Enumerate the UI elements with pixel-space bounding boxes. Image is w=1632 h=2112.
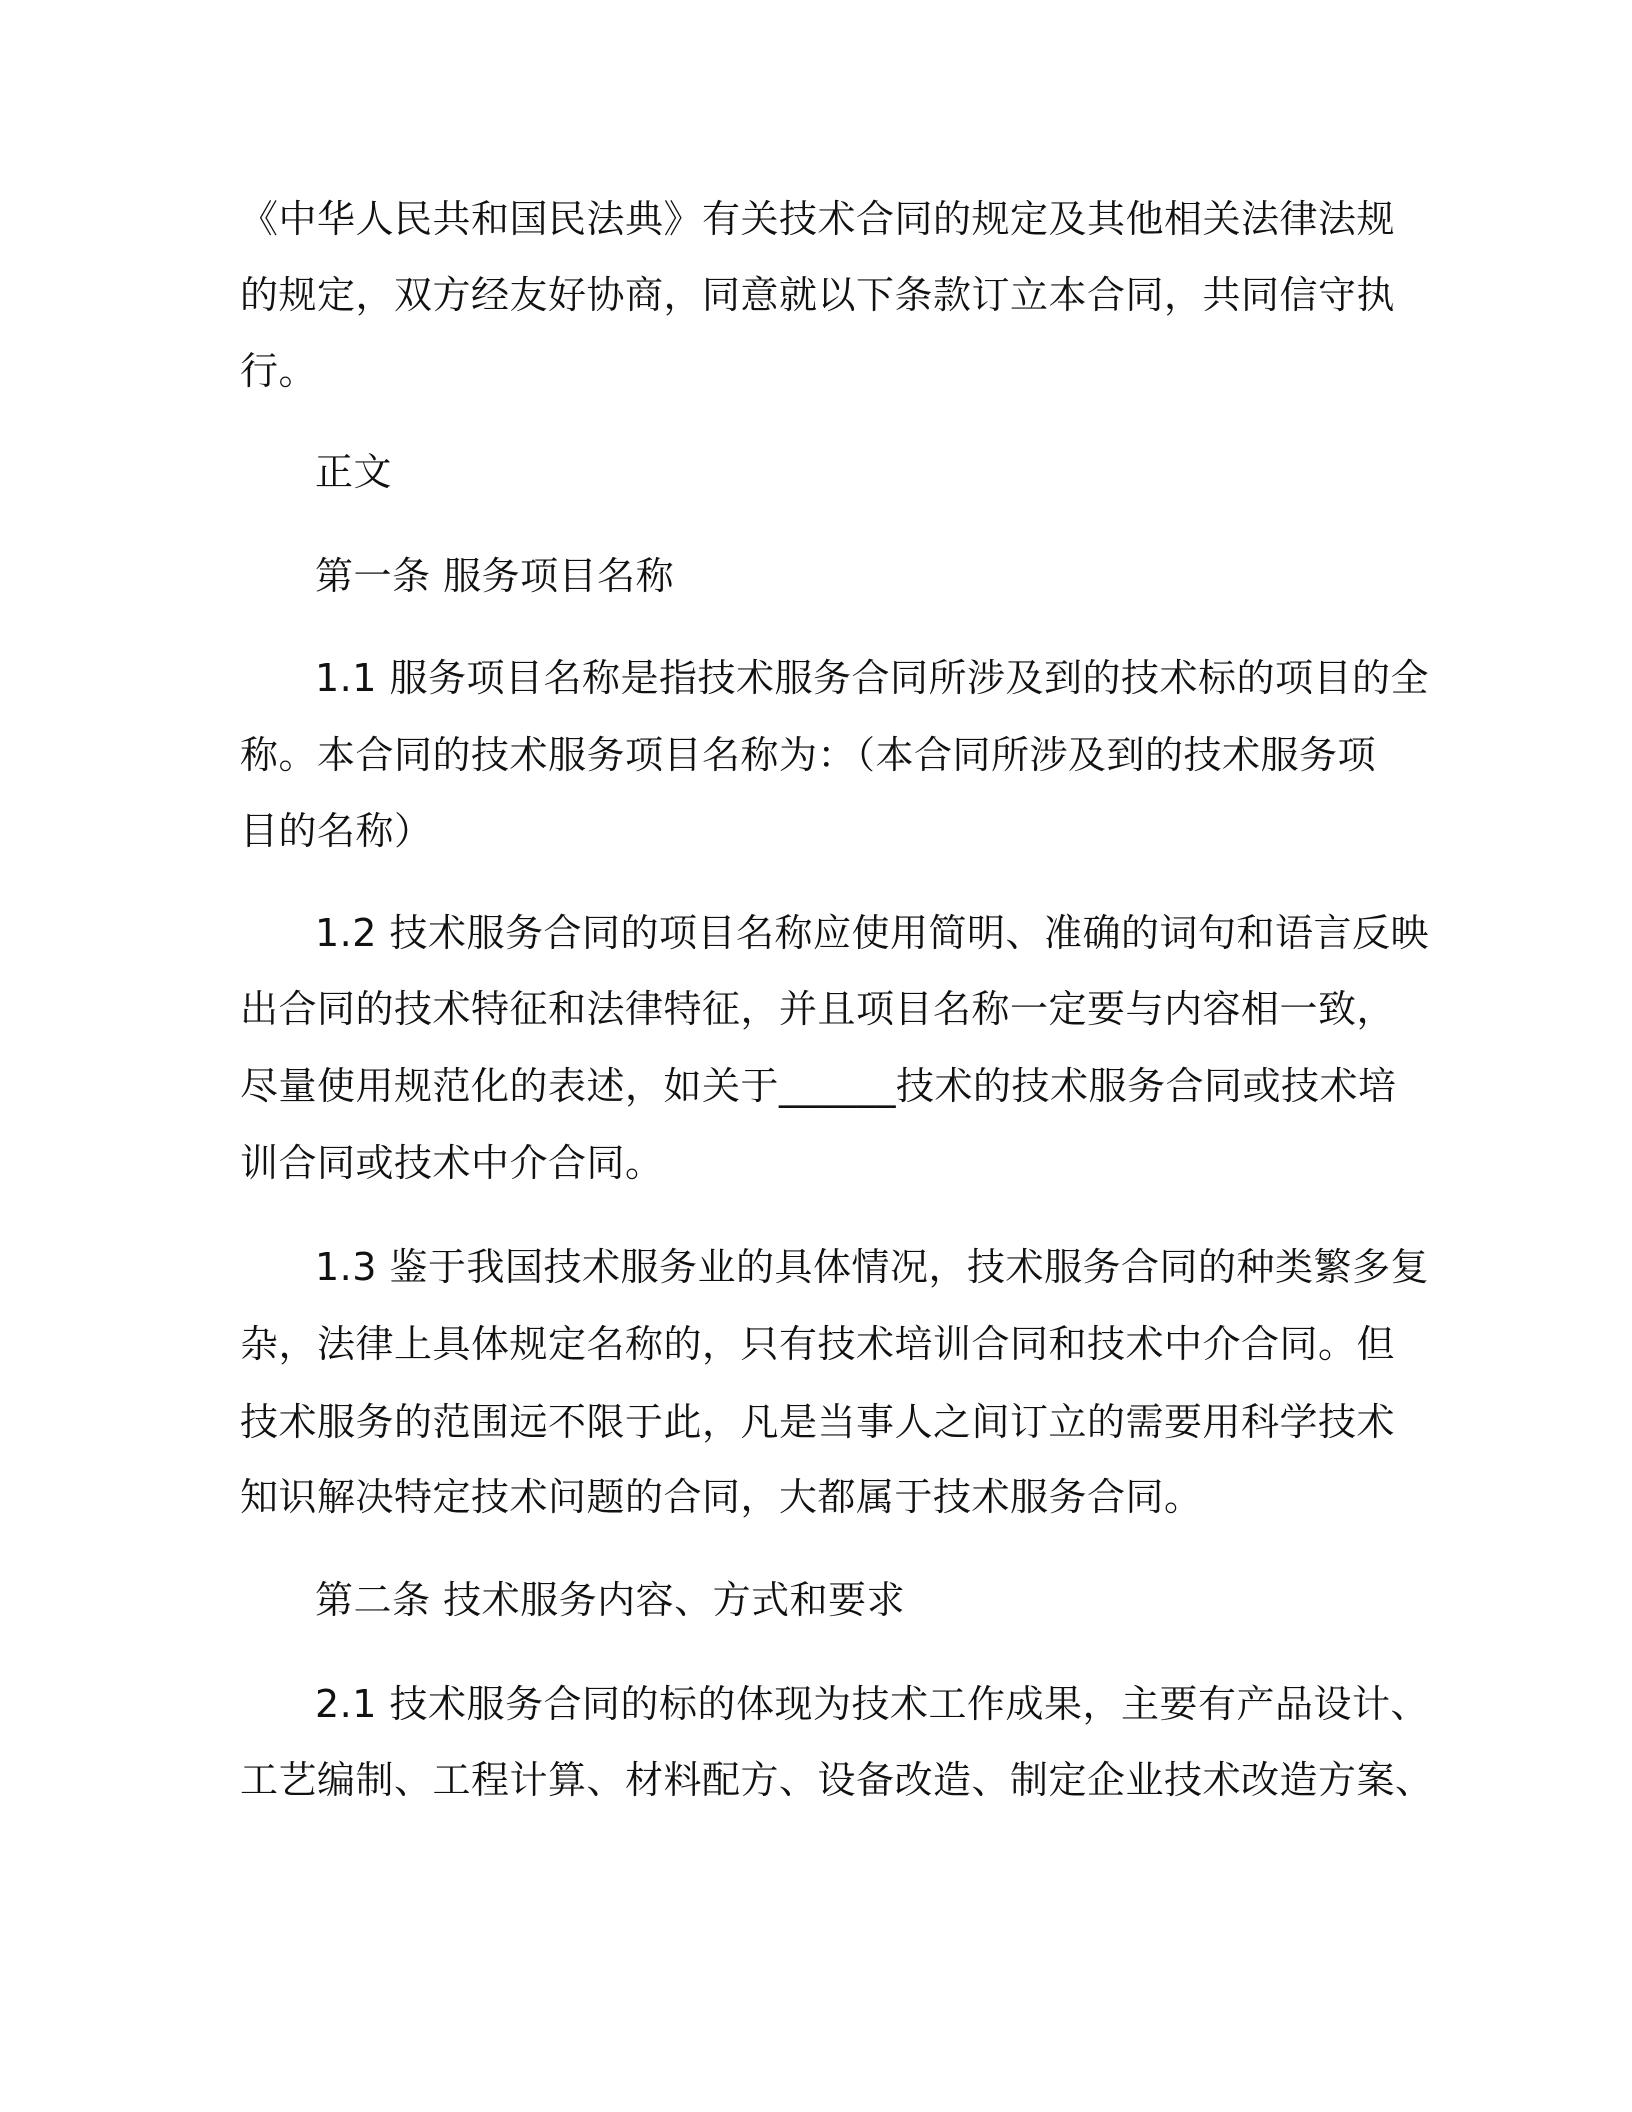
paragraph-line: 工艺编制、工程计算、材料配方、设备改造、制定企业技术改造方案、 — [240, 1758, 1434, 1802]
paragraph-line: 1.3 鉴于我国技术服务业的具体情况，技术服务合同的种类繁多复 — [315, 1245, 1430, 1289]
paragraph-line: 技术服务的范围远不限于此，凡是当事人之间订立的需要用科学技术 — [240, 1400, 1396, 1444]
paragraph-line: 的规定，双方经友好协商，同意就以下条款订立本合同，共同信守执 — [240, 273, 1396, 317]
section-heading: 正文 — [315, 450, 393, 494]
paragraph-line: 杂，法律上具体规定名称的，只有技术培训合同和技术中介合同。但 — [240, 1322, 1396, 1366]
paragraph-line: 1.2 技术服务合同的项目名称应使用简明、准确的词句和语言反映 — [315, 911, 1430, 955]
paragraph-line: 2.1 技术服务合同的标的体现为技术工作成果，主要有产品设计、 — [315, 1682, 1430, 1726]
paragraph-line: 知识解决特定技术问题的合同，大都属于技术服务合同。 — [240, 1475, 1203, 1519]
paragraph-line: 训合同或技术中介合同。 — [240, 1141, 664, 1185]
article-heading: 第二条 技术服务内容、方式和要求 — [315, 1578, 906, 1622]
paragraph-line: 1.1 服务项目名称是指技术服务合同所涉及到的技术标的项目的全 — [315, 656, 1430, 700]
article-heading: 第一条 服务项目名称 — [315, 554, 675, 598]
paragraph-line: 行。 — [240, 349, 318, 393]
paragraph-line: 目的名称） — [240, 809, 433, 853]
paragraph-line: 《中华人民共和国民法典》有关技术合同的规定及其他相关法律法规 — [240, 197, 1396, 241]
paragraph-line: 出合同的技术特征和法律特征，并且项目名称一定要与内容相一致， — [240, 987, 1396, 1031]
paragraph-line: 尽量使用规范化的表述，如关于______技术的技术服务合同或技术培 — [240, 1064, 1397, 1108]
paragraph-line: 称。本合同的技术服务项目名称为：（本合同所涉及到的技术服务项 — [240, 733, 1377, 777]
